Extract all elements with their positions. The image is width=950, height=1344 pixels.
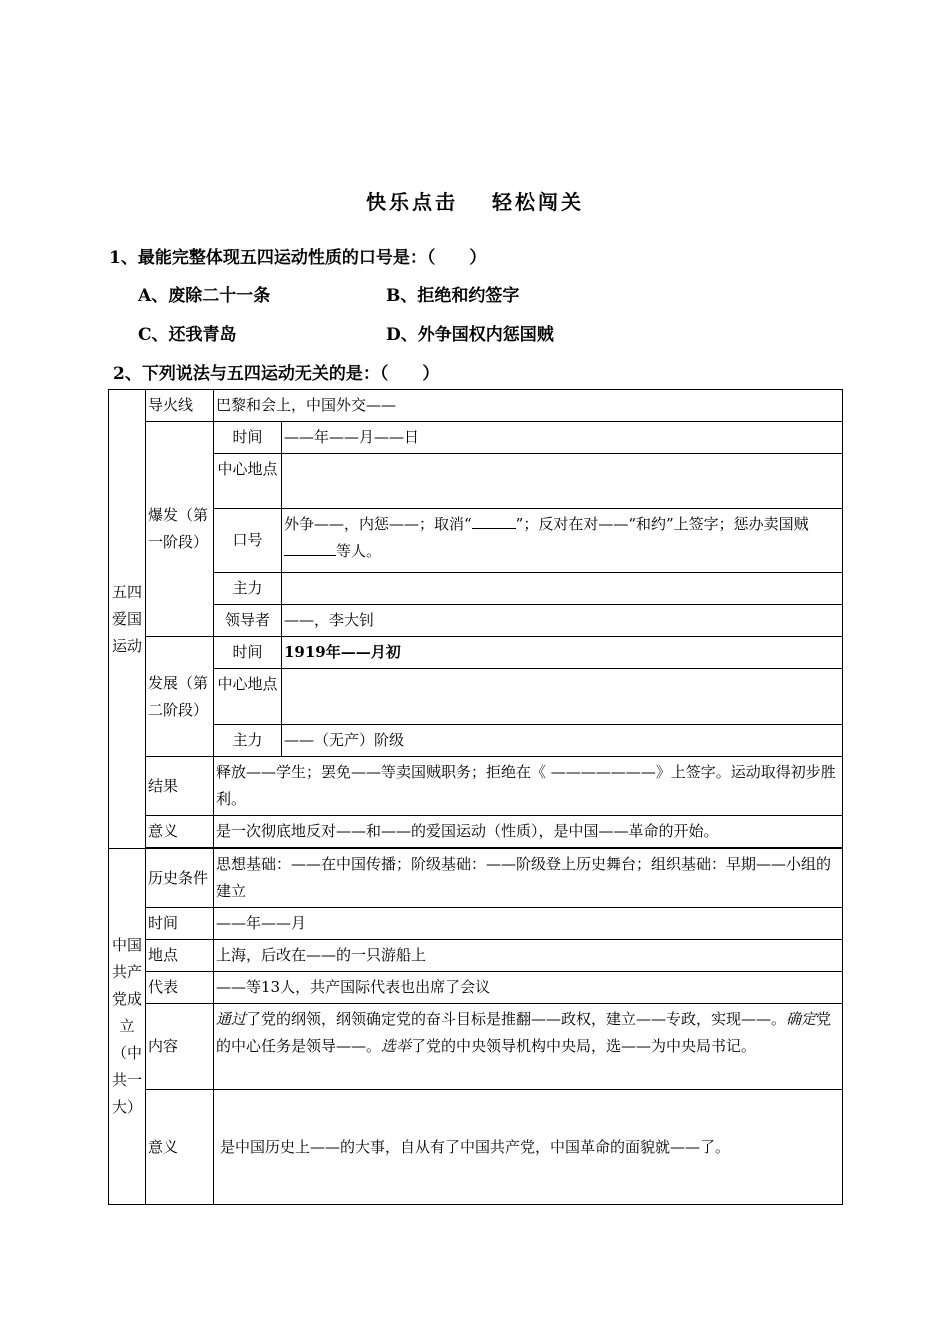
fuse-label: 导火线 [146,390,214,422]
history-text: 思想基础：——在中国传播；阶级基础：——阶级登上历史舞台；组织基础：早期——小组的建立 [214,849,843,908]
content-text: 通过了党的纲领，纲领确定党的奋斗目标是推翻——政权，建立——专政，实现——。确定党的中心任务是领导——。选举了党的中央领导机构中央局，选——为中央局书记。 [214,1004,843,1090]
table-row [109,454,843,509]
fuse-text: 巴黎和会上，中国外交—— [214,390,843,422]
section-cpc-founding: 中国共产党成立（中共一大） [109,849,146,1205]
develop-center-label: 中心地点 [214,669,282,725]
title-left: 快乐点击 [366,190,458,214]
meaning-text: 是一次彻底地反对——和——的爱国运动（性质），是中国——革命的开始。 [214,816,843,848]
time2-label: 时间 [146,908,214,940]
develop-force-label: 主力 [214,725,282,757]
content-label: 内容 [146,1004,214,1090]
develop-time-label: 时间 [214,637,282,669]
question-1-option-b: B、拒绝和约签字 [386,286,520,306]
meaning-label: 意义 [146,816,214,848]
table-row [109,637,843,669]
table-row [109,509,843,573]
question-1-option-d: D、外争国权内惩国贼 [386,325,554,345]
blank-line[interactable] [472,528,516,529]
question-1-option-a: A、废除二十一条 [138,286,271,306]
question-1-option-c: C、还我青岛 [138,325,237,345]
outbreak-label: 爆发（第一阶段） [146,422,214,637]
develop-label: 发展（第二阶段） [146,637,214,757]
table-row [109,816,843,848]
develop-time: 1919年——月初 [282,637,843,669]
outbreak-force-label: 主力 [214,573,282,605]
place-label: 地点 [146,940,214,972]
develop-center-value[interactable] [282,669,843,725]
table-row [109,972,843,1004]
table-row [109,849,843,908]
history-label: 历史条件 [146,849,214,908]
section-may-fourth: 五四爱国运动 [109,390,146,849]
outbreak-center-label: 中心地点 [214,454,282,509]
leader-text: ——，李大钊 [282,605,843,637]
table-row [109,669,843,725]
meaning2-text: 是中国历史上——的大事，自从有了中国共产党，中国革命的面貌就——了。 [214,1090,843,1205]
leader-label: 领导者 [214,605,282,637]
table-row [109,940,843,972]
question-1-stem: 1、最能完整体现五四运动性质的口号是：（ ） [109,248,487,268]
table-row [109,1004,843,1090]
slogan-label: 口号 [214,509,282,573]
rep-text: ——等13人，共产国际代表也出席了会议 [214,972,843,1004]
rep-label: 代表 [146,972,214,1004]
outbreak-center-value[interactable] [282,454,843,509]
result-label: 结果 [146,757,214,816]
place-text: 上海，后改在——的一只游船上 [214,940,843,972]
result-text: 释放——学生；罢免——等卖国贼职务；拒绝在《 ———————》上签字。运动取得初步胜利。 [214,757,843,816]
table-row [109,908,843,940]
outbreak-time-label: 时间 [214,422,282,454]
table-row [109,422,843,454]
table-row [109,390,843,422]
slogan-text: 外争——，内惩——；取消“ ”；反对在对——“和约”上签字；惩办卖国贼等人。 [282,509,843,573]
table-row [109,1090,843,1205]
question-2-stem: 2、下列说法与五四运动无关的是：（ ） [113,364,440,384]
table-row [109,757,843,816]
blank-line[interactable] [284,555,336,556]
table-row [109,725,843,757]
meaning2-label: 意义 [146,1090,214,1205]
develop-force: ——（无产）阶级 [282,725,843,757]
time2-text: ——年——月 [214,908,843,940]
outbreak-force-value[interactable] [282,573,843,605]
table-row [109,573,843,605]
page-title [0,186,950,215]
outbreak-time: ——年——月——日 [282,422,843,454]
title-right: 轻松闯关 [492,190,584,214]
table-row [109,605,843,637]
review-table [108,389,843,1205]
